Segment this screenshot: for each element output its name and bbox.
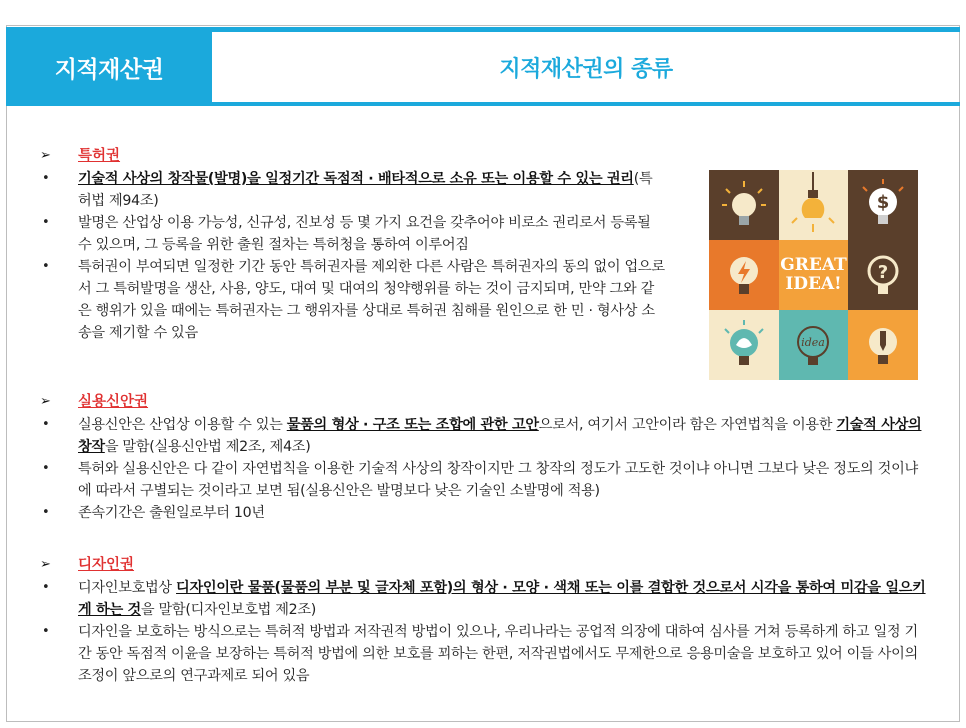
section-patent [40,144,665,344]
list-item: • 실용신안은 산업상 이용할 수 있는 물품의 형상 · 구조 또는 조합에 관한 고안으로서, 여기서 고안이라 함은 자연법칙을 이용한 기술적 사상의 창작을 말함(실용신안법 제2조, 제4조) [40,414,930,458]
idea-bulbs-illustration [709,170,918,380]
idea-bulb-icon [779,310,849,380]
section-heading-label: 디자인권 [78,557,135,573]
list-item [40,212,665,256]
list-item [40,168,665,212]
emphasis-text: 기술적 사상의 창작물(발명)을 일정기간 독점적 · 배타적으로 소유 또는 이용할 수 있는 권리 [78,171,634,187]
list-item-text: 디자인을 보호하는 방식으로는 특허적 방법과 저작권적 방법이 있으나, 우리나라는 공업적 의장에 대하여 심사를 거쳐 등록하게 하고 일정 기간 동안 독점적 이윤을 보장하는 특허적 방법에 의한 보호를 꾀하는 한편, 저작권법에서도 무제한으로 응용미술을 보호하고 있어 이들 사이의 조정이 앞으로의 연구과제로 되어 있음 [78,624,918,684]
section-heading [40,144,665,168]
section-heading [40,553,930,577]
section-heading-label: 특허권 [78,148,121,164]
question-bulb-icon [848,240,918,310]
lightning-bulb-icon [709,240,779,310]
list-item-text: 특허와 실용신안은 다 같이 자연법칙을 이용한 기술적 사상의 창작이지만 그 창작의 정도가 고도한 것이냐 아니면 그보다 낮은 정도의 것이냐에 따라서 구별되는 것이라고 보면 됨(실용신안은 발명보다 낮은 기술인 소발명에 적용) [78,461,918,499]
pencil-bulb-icon [848,310,918,380]
list-item [40,621,930,687]
list-item [40,256,665,344]
emphasis-text: 디자인이란 물품(물품의 부분 및 글자체 포함)의 형상 · 모양 · 색채 또는 이를 결합한 것으로서 시각을 통하여 미감을 일으키게 하는 것 [78,580,926,618]
bullet-icon: • [42,461,50,476]
list-item [40,458,930,502]
page-title: 지적재산권의 종류 [499,56,673,82]
section-utility-model [40,390,930,524]
section-heading [40,390,930,414]
svg-text:$: $ [876,192,890,213]
list-item: • 디자인보호법상 디자인이란 물품(물품의 부분 및 글자체 포함)의 형상 · 모양 · 색채 또는 이를 결합한 것으로서 시각을 통하여 미감을 일으키게 하는 것을 말함(디자인보호법 제2조) [40,577,930,621]
idea-bulb-label: idea [801,336,826,349]
header-bottom-line [6,102,960,106]
list-item-text: 존속기간은 출원일로부터 10년 [78,505,265,521]
list-item-text: 발명은 산업상 이용 가능성, 신규성, 진보성 등 몇 가지 요건을 갖추어야 비로소 권리로서 등록될 수 있으며, 그 등록을 위한 출원 절차는 특허청을 통하여 이루어짐 [78,215,651,253]
header-tag: 지적재산권 [6,32,212,102]
bullet-icon: • [42,417,50,432]
dollar-bulb-icon [848,170,918,240]
bullet-icon: • [42,215,50,230]
list-item [40,502,930,524]
leaf-bulb-icon [709,310,779,380]
bullet-icon: • [42,580,50,595]
bullet-icon: • [42,624,50,639]
great-idea-label: GREAT IDEA! [779,240,849,310]
bullet-icon: • [42,259,50,274]
emphasis-text: 물품의 형상 · 구조 또는 조합에 관한 고안 [286,417,539,433]
section-design-right [40,553,930,687]
arrow-bullet-icon: ➢ [40,394,51,409]
arrow-bullet-icon: ➢ [40,148,51,163]
list-item-text: 특허권이 부여되면 일정한 기간 동안 특허권자를 제외한 다른 사람은 특허권자의 동의 없이 업으로서 그 특허발명을 생산, 사용, 양도, 대여 및 대여의 청약행위를 하는 것이 금지되며, 만약 그와 같은 행위가 있을 때에는 특허권자는 그 행위자를 상대로 특허권 침해를 원인으로 한 민 · 형사상 소송을 제기할 수 있음 [78,259,665,341]
bullet-icon: • [42,171,50,186]
arrow-bullet-icon: ➢ [40,557,51,572]
svg-text:?: ? [877,262,889,283]
bullet-icon: • [42,505,50,520]
hanging-bulb-icon [779,170,849,240]
reference-text: (특허법 제94조) [78,171,653,209]
emphasis-text: 기술적 사상의 창작 [78,417,922,455]
section-heading-label: 실용신안권 [78,394,149,410]
lightbulb-icon [709,170,779,240]
